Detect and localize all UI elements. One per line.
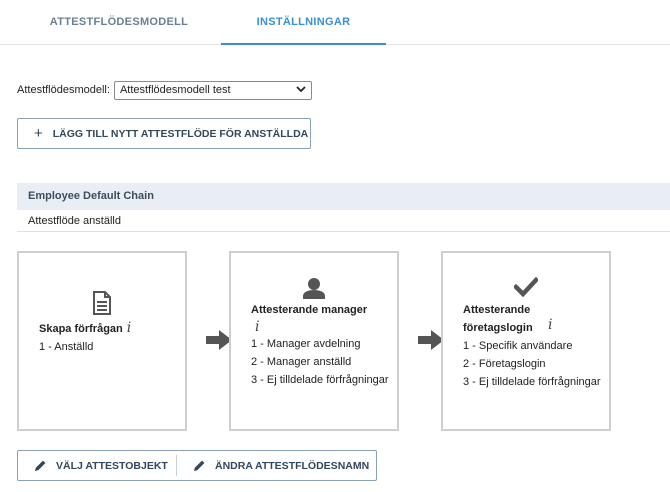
tab-installningar[interactable]: INSTÄLLNINGAR <box>221 0 386 45</box>
select-approval-objects-label: VÄLJ ATTESTOBJEKT <box>56 459 168 472</box>
step-item: 2 - Företagslogin <box>463 358 546 370</box>
action-button-group <box>17 450 377 481</box>
chain-title: Employee Default Chain <box>17 183 670 210</box>
model-row <box>17 80 312 100</box>
info-icon[interactable]: i <box>126 320 132 336</box>
step-card-create-request[interactable] <box>17 251 187 431</box>
add-approval-chain-label: LÄGG TILL NYTT ATTESTFLÖDE FÖR ANSTÄLLDA <box>52 127 309 140</box>
rename-approval-chain-label: ÄNDRA ATTESTFLÖDESNAMN <box>215 459 370 472</box>
step-item: 1 - Specifik användare <box>463 340 573 352</box>
step-item: 1 - Anställd <box>39 341 94 353</box>
model-select-value: Attestflödesmodell test <box>119 84 231 96</box>
step-item: 3 - Ej tilldelade förfrågningar <box>463 376 601 388</box>
step-title: Attesterande manager <box>251 304 368 316</box>
step-content <box>463 301 601 391</box>
step-item: 2 - Manager anställd <box>251 356 352 368</box>
model-select[interactable] <box>114 81 312 100</box>
rename-approval-chain-button[interactable] <box>177 451 376 480</box>
plus-icon: + <box>34 125 43 142</box>
pencil-icon <box>193 459 206 472</box>
step-title-row <box>39 319 177 338</box>
chain-subtitle: Attestflöde anställd <box>17 210 670 232</box>
step-title: Skapa förfrågan <box>39 323 123 335</box>
step-item: 1 - Manager avdelning <box>251 338 361 350</box>
tab-bar <box>0 0 670 45</box>
user-icon <box>231 277 397 299</box>
step-content <box>251 301 389 389</box>
step-item: 3 - Ej tilldelade förfrågningar <box>251 374 389 386</box>
step-card-approving-company-login[interactable] <box>441 251 611 431</box>
tab-attestflodesmodell[interactable]: ATTESTFLÖDESMODELL <box>49 16 189 28</box>
pencil-icon <box>34 459 47 472</box>
chevron-down-icon <box>296 85 306 96</box>
checkmark-icon <box>443 277 609 297</box>
step-content <box>39 319 177 356</box>
document-icon <box>19 291 185 315</box>
info-icon[interactable]: i <box>548 317 553 333</box>
info-icon[interactable]: i <box>255 319 260 335</box>
step-title: Attesterande företagslogin <box>463 304 533 334</box>
model-label: Attestflödesmodell: <box>17 84 110 96</box>
add-approval-chain-button[interactable] <box>17 118 311 149</box>
select-approval-objects-button[interactable] <box>18 451 176 480</box>
step-card-approving-manager[interactable] <box>229 251 399 431</box>
